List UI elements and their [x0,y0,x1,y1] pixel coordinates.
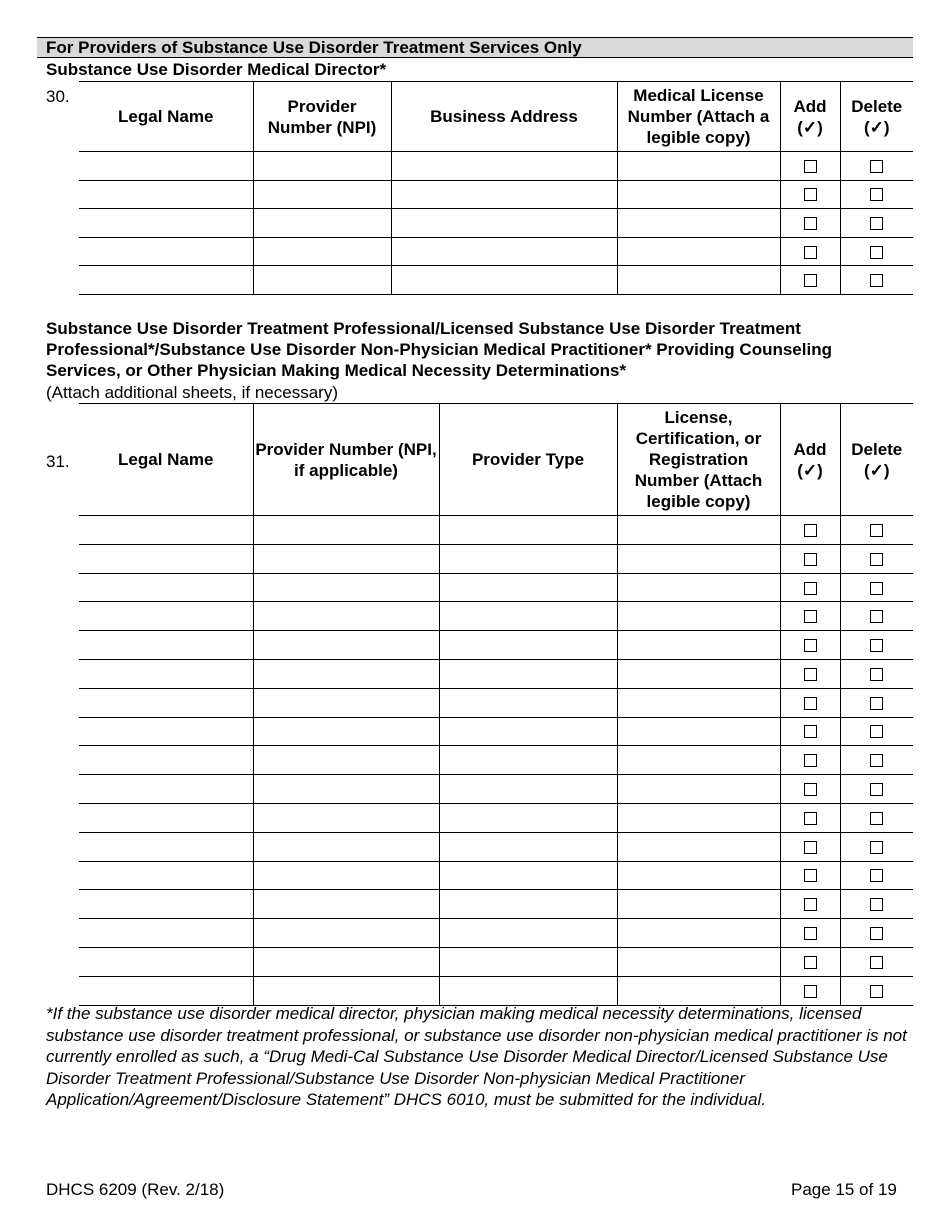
table-row [79,717,913,746]
col-header-provider-type: Provider Type [439,404,617,516]
business-address-field[interactable] [391,152,617,181]
add-checkbox[interactable] [804,697,817,710]
license-number-field[interactable] [617,919,780,948]
license-number-field[interactable] [617,803,780,832]
license-number-field[interactable] [617,516,780,545]
add-checkbox[interactable] [804,188,817,201]
license-number-field[interactable] [617,602,780,631]
medical-license-number-field[interactable] [617,209,780,238]
license-number-field[interactable] [617,976,780,1005]
delete-cell [840,659,913,688]
provider-number-field[interactable] [253,832,439,861]
medical-license-number-field[interactable] [617,237,780,266]
provider-type-field[interactable] [439,659,617,688]
legal-name-field[interactable] [79,746,253,775]
add-cell [780,152,840,181]
legal-name-field[interactable] [79,976,253,1005]
table-row [79,573,913,602]
license-number-field[interactable] [617,861,780,890]
table-row [79,544,913,573]
medical-license-number-field[interactable] [617,266,780,295]
legal-name-field[interactable] [79,775,253,804]
legal-name-field[interactable] [79,717,253,746]
provider-type-field[interactable] [439,775,617,804]
col-header-provider-number: Provider Number (NPI, if applicable) [253,404,439,516]
delete-checkbox[interactable] [870,524,883,537]
add-cell [780,890,840,919]
provider-number-field[interactable] [253,861,439,890]
legal-name-field[interactable] [79,516,253,545]
provider-number-field[interactable] [253,803,439,832]
provider-number-field[interactable] [253,976,439,1005]
add-checkbox[interactable] [804,160,817,173]
table-row [79,152,913,181]
delete-cell [840,803,913,832]
medical-license-number-field[interactable] [617,152,780,181]
treatment-professional-heading: Substance Use Disorder Treatment Professional/Licensed Substance Use Disorder Treatment Professional*/Substance Use Disorder Non-Physician Medical Practitioner* Providing Counseling Services, or Other Physician Making Medical Necessity Determinations* [46,319,832,380]
provider-number-field[interactable] [253,180,391,209]
table-row [79,602,913,631]
provider-number-field[interactable] [253,516,439,545]
add-checkbox[interactable] [804,610,817,623]
table-row [79,976,913,1005]
provider-number-field[interactable] [253,717,439,746]
delete-checkbox[interactable] [870,582,883,595]
delete-cell [840,832,913,861]
table-row [79,803,913,832]
provider-number-field[interactable] [253,919,439,948]
provider-number-field[interactable] [253,631,439,660]
provider-type-field[interactable] [439,947,617,976]
delete-checkbox[interactable] [870,985,883,998]
col-header-delete: Delete (✓) [840,82,913,152]
table-row [79,237,913,266]
add-checkbox[interactable] [804,927,817,940]
provider-type-field[interactable] [439,890,617,919]
treatment-professional-table [79,403,913,1006]
table-row [79,266,913,295]
legal-name-field[interactable] [79,947,253,976]
col-header-business-address: Business Address [391,82,617,152]
provider-number-field[interactable] [253,688,439,717]
medical-director-heading: Substance Use Disorder Medical Director* [46,60,387,79]
form-id: DHCS 6209 (Rev. 2/18) [46,1180,225,1199]
license-number-field[interactable] [617,947,780,976]
provider-type-field[interactable] [439,803,617,832]
delete-checkbox[interactable] [870,668,883,681]
add-checkbox[interactable] [804,217,817,230]
legal-name-field[interactable] [79,803,253,832]
add-cell [780,688,840,717]
provider-type-field[interactable] [439,602,617,631]
table-row [79,659,913,688]
legal-name-field[interactable] [79,659,253,688]
add-checkbox[interactable] [804,668,817,681]
add-checkbox[interactable] [804,783,817,796]
legal-name-field[interactable] [79,602,253,631]
delete-cell [840,890,913,919]
add-cell [780,631,840,660]
license-number-field[interactable] [617,688,780,717]
delete-checkbox[interactable] [870,188,883,201]
provider-number-field[interactable] [253,746,439,775]
legal-name-field[interactable] [79,180,253,209]
provider-type-field[interactable] [439,976,617,1005]
delete-checkbox[interactable] [870,841,883,854]
add-cell [780,775,840,804]
delete-cell [840,947,913,976]
col-header-legal-name: Legal Name [79,404,253,516]
add-checkbox[interactable] [804,639,817,652]
license-number-field[interactable] [617,717,780,746]
legal-name-field[interactable] [79,631,253,660]
delete-checkbox[interactable] [870,869,883,882]
provider-number-field[interactable] [253,573,439,602]
delete-cell [840,602,913,631]
add-cell [780,237,840,266]
provider-number-field[interactable] [253,544,439,573]
business-address-field[interactable] [391,266,617,295]
table-row [79,947,913,976]
col-header-provider-number: Provider Number (NPI) [253,82,391,152]
provider-number-field[interactable] [253,890,439,919]
col-header-add: Add (✓) [780,404,840,516]
delete-cell [840,237,913,266]
delete-checkbox[interactable] [870,553,883,566]
page-number: Page 15 of 19 [791,1180,897,1199]
table-row [79,746,913,775]
legal-name-field[interactable] [79,861,253,890]
provider-type-field[interactable] [439,573,617,602]
add-cell [780,947,840,976]
delete-checkbox[interactable] [870,274,883,287]
delete-checkbox[interactable] [870,927,883,940]
provider-type-field[interactable] [439,544,617,573]
add-checkbox[interactable] [804,274,817,287]
add-checkbox[interactable] [804,956,817,969]
add-cell [780,516,840,545]
add-cell [780,209,840,238]
delete-cell [840,544,913,573]
legal-name-field[interactable] [79,688,253,717]
col-header-license-number: License, Certification, or Registration Number (Attach legible copy) [617,404,780,516]
legal-name-field[interactable] [79,209,253,238]
add-checkbox[interactable] [804,246,817,259]
add-cell [780,803,840,832]
delete-cell [840,266,913,295]
col-header-add: Add (✓) [780,82,840,152]
provider-number-field[interactable] [253,775,439,804]
delete-checkbox[interactable] [870,610,883,623]
add-cell [780,919,840,948]
col-header-legal-name: Legal Name [79,82,253,152]
delete-checkbox[interactable] [870,754,883,767]
add-cell [780,976,840,1005]
add-cell [780,832,840,861]
table-row [79,861,913,890]
delete-cell [840,631,913,660]
delete-checkbox[interactable] [870,898,883,911]
table-row [79,919,913,948]
delete-cell [840,573,913,602]
legal-name-field[interactable] [79,919,253,948]
delete-checkbox[interactable] [870,160,883,173]
footnote: *If the substance use disorder medical director, physician making medical necessity determinations, licensed substance use disorder treatment professional, or substance use disorder non-physician medical practitioner is not currently enrolled as such, a “Drug Medi-Cal Substance Use Disorder Medical Director/Licensed Substance Use Disorder Treatment Professional/Substance Use Disorder Non-physician Medical Practitioner Application/Agreement/Disclosure Statement” DHCS 6010, must be submitted for the individual. [46,1004,907,1109]
add-cell [780,861,840,890]
table-row [79,516,913,545]
license-number-field[interactable] [617,890,780,919]
medical-director-table [79,81,913,295]
table-row [79,209,913,238]
legal-name-field[interactable] [79,152,253,181]
item-number-30: 30. [46,87,70,106]
add-checkbox[interactable] [804,582,817,595]
delete-cell [840,775,913,804]
business-address-field[interactable] [391,237,617,266]
section-title-bar: For Providers of Substance Use Disorder Treatment Services Only [37,37,913,58]
add-checkbox[interactable] [804,869,817,882]
delete-cell [840,919,913,948]
add-cell [780,266,840,295]
add-cell [780,602,840,631]
provider-type-field[interactable] [439,631,617,660]
delete-checkbox[interactable] [870,697,883,710]
license-number-field[interactable] [617,544,780,573]
provider-type-field[interactable] [439,746,617,775]
provider-number-field[interactable] [253,947,439,976]
legal-name-field[interactable] [79,573,253,602]
provider-type-field[interactable] [439,717,617,746]
license-number-field[interactable] [617,832,780,861]
provider-type-field[interactable] [439,861,617,890]
provider-number-field[interactable] [253,266,391,295]
legal-name-field[interactable] [79,544,253,573]
add-checkbox[interactable] [804,841,817,854]
add-cell [780,746,840,775]
legal-name-field[interactable] [79,890,253,919]
delete-cell [840,717,913,746]
license-number-field[interactable] [617,659,780,688]
add-checkbox[interactable] [804,754,817,767]
add-cell [780,544,840,573]
table-row [79,688,913,717]
provider-number-field[interactable] [253,602,439,631]
add-cell [780,573,840,602]
add-checkbox[interactable] [804,812,817,825]
table-row [79,832,913,861]
provider-number-field[interactable] [253,659,439,688]
provider-type-field[interactable] [439,919,617,948]
col-header-delete: Delete (✓) [840,404,913,516]
add-cell [780,659,840,688]
add-cell [780,180,840,209]
delete-cell [840,688,913,717]
delete-checkbox[interactable] [870,217,883,230]
delete-checkbox[interactable] [870,725,883,738]
legal-name-field[interactable] [79,832,253,861]
delete-cell [840,861,913,890]
add-cell [780,717,840,746]
provider-number-field[interactable] [253,209,391,238]
provider-number-field[interactable] [253,152,391,181]
delete-checkbox[interactable] [870,812,883,825]
license-number-field[interactable] [617,775,780,804]
legal-name-field[interactable] [79,237,253,266]
table-row [79,775,913,804]
legal-name-field[interactable] [79,266,253,295]
delete-checkbox[interactable] [870,783,883,796]
provider-type-field[interactable] [439,688,617,717]
license-number-field[interactable] [617,573,780,602]
item-number-31: 31. [46,452,70,471]
add-checkbox[interactable] [804,985,817,998]
provider-type-field[interactable] [439,516,617,545]
delete-checkbox[interactable] [870,246,883,259]
license-number-field[interactable] [617,631,780,660]
add-checkbox[interactable] [804,898,817,911]
add-checkbox[interactable] [804,553,817,566]
delete-cell [840,516,913,545]
table-row [79,890,913,919]
delete-checkbox[interactable] [870,639,883,652]
delete-checkbox[interactable] [870,956,883,969]
delete-cell [840,746,913,775]
attach-sheets-note: (Attach additional sheets, if necessary) [46,383,338,402]
delete-cell [840,976,913,1005]
add-checkbox[interactable] [804,725,817,738]
col-header-medical-license: Medical License Number (Attach a legible copy) [617,82,780,152]
license-number-field[interactable] [617,746,780,775]
provider-type-field[interactable] [439,832,617,861]
table-row [79,631,913,660]
delete-cell [840,209,913,238]
business-address-field[interactable] [391,180,617,209]
delete-cell [840,152,913,181]
table-row [79,180,913,209]
business-address-field[interactable] [391,209,617,238]
provider-number-field[interactable] [253,237,391,266]
delete-cell [840,180,913,209]
medical-license-number-field[interactable] [617,180,780,209]
add-checkbox[interactable] [804,524,817,537]
